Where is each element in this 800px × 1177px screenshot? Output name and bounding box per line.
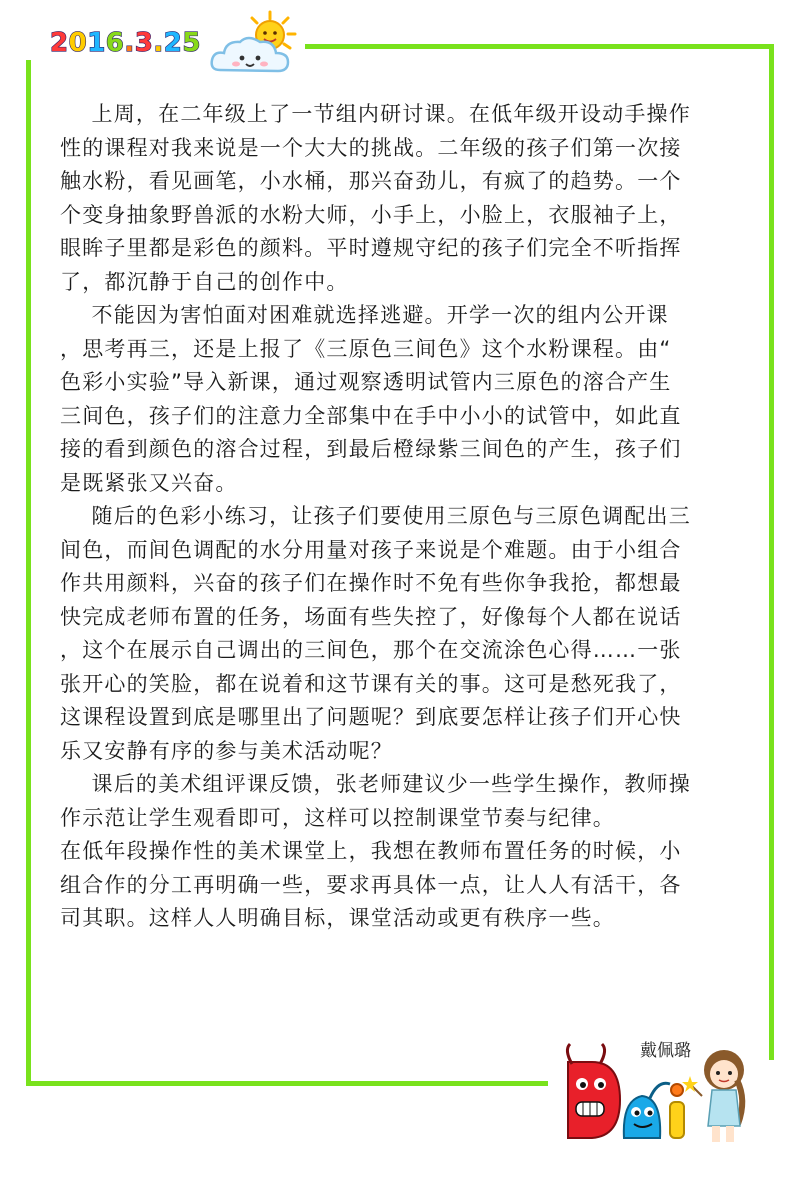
monster-d-icon [567, 1044, 620, 1138]
monster-a-icon [624, 1083, 670, 1138]
date-char: . [124, 28, 135, 58]
text-line: 性的课程对我来说是一个大大的挑战。二年级的孩子们第一次接 [60, 135, 682, 160]
date-char: 3 [134, 28, 154, 58]
girl-icon [682, 1050, 744, 1142]
date-char: 1 [87, 28, 106, 58]
text-line: 作共用颜料，兴奋的孩子们在操作时不免有些你争我抢，都想最 [60, 571, 682, 595]
text-line: 张开心的笑脸，都在说着和这节课有关的事。这可是愁死我了， [60, 671, 682, 696]
text-line: 三间色，孩子们的注意力全部集中在手中小小的试管中，如此直 [60, 403, 682, 428]
date-char: 6 [105, 28, 125, 58]
date-stamp [50, 28, 201, 58]
text-line: 不能因为害怕面对困难就选择逃避。开学一次的组内公开课 [60, 303, 669, 327]
date-char: 0 [68, 28, 88, 58]
text-line: ，思考再三，还是上报了《三原色三间色》这个水粉课程。由“ [60, 336, 672, 361]
dai-logo [562, 1040, 762, 1150]
essay-body [60, 98, 750, 936]
text-line: ，这个在展示自己调出的三间色，那个在交流涂色心得……一张 [60, 638, 682, 662]
text-line: 是既紧张又兴奋。 [60, 470, 238, 495]
monster-i-icon [670, 1084, 684, 1138]
text-line: 了，都沉静于自己的创作中。 [60, 269, 349, 294]
text-line: 组合作的分工再明确一些，要求再具体一点，让人人有活干，各 [60, 872, 682, 897]
text-line: 触水粉，看见画笔，小水桶，那兴奋劲儿，有疯了的趋势。一个 [60, 169, 682, 193]
text-line: 眼眸子里都是彩色的颜料。平时遵规守纪的孩子们完全不听指挥 [60, 236, 682, 260]
date-char: 2 [163, 28, 183, 58]
text-line: 快完成老师布置的任务，场面有些失控了，好像每个人都在说话 [60, 604, 682, 629]
text-line: 作示范让学生观看即可，这样可以控制课堂节奏与纪律。 [60, 805, 615, 830]
text-line: 这课程设置到底是哪里出了问题呢？到底要怎样让孩子们开心快 [60, 705, 682, 729]
text-line: 色彩小实验”导入新课，通过观察透明试管内三原色的溶合产生 [60, 370, 672, 394]
text-line: 课后的美术组评课反馈，张老师建议少一些学生操作，教师操 [60, 772, 691, 796]
text-line: 乐又安静有序的参与美术活动呢？ [60, 738, 393, 763]
author-name: 戴佩璐 [640, 1041, 691, 1061]
text-line: 司其职。这样人人明确目标，课堂活动或更有秩序一些。 [60, 906, 615, 930]
text-line: 上周，在二年级上了一节组内研讨课。在低年级开设动手操作 [60, 102, 691, 126]
text-line: 随后的色彩小练习，让孩子们要使用三原色与三原色调配出三 [60, 504, 691, 528]
text-line: 个变身抽象野兽派的水粉大师，小手上，小脸上，衣服袖子上， [60, 202, 682, 227]
text-line: 在低年段操作性的美术课堂上，我想在教师布置任务的时候，小 [60, 839, 682, 863]
date-char: . [153, 28, 164, 58]
date-char: 2 [50, 28, 69, 58]
sun-cloud-icon [208, 10, 300, 80]
text-line: 接的看到颜色的溶合过程，到最后橙绿紫三间色的产生，孩子们 [60, 437, 682, 461]
date-char: 5 [182, 28, 201, 58]
text-line: 间色，而间色调配的水分用量对孩子来说是个难题。由于小组合 [60, 537, 682, 562]
